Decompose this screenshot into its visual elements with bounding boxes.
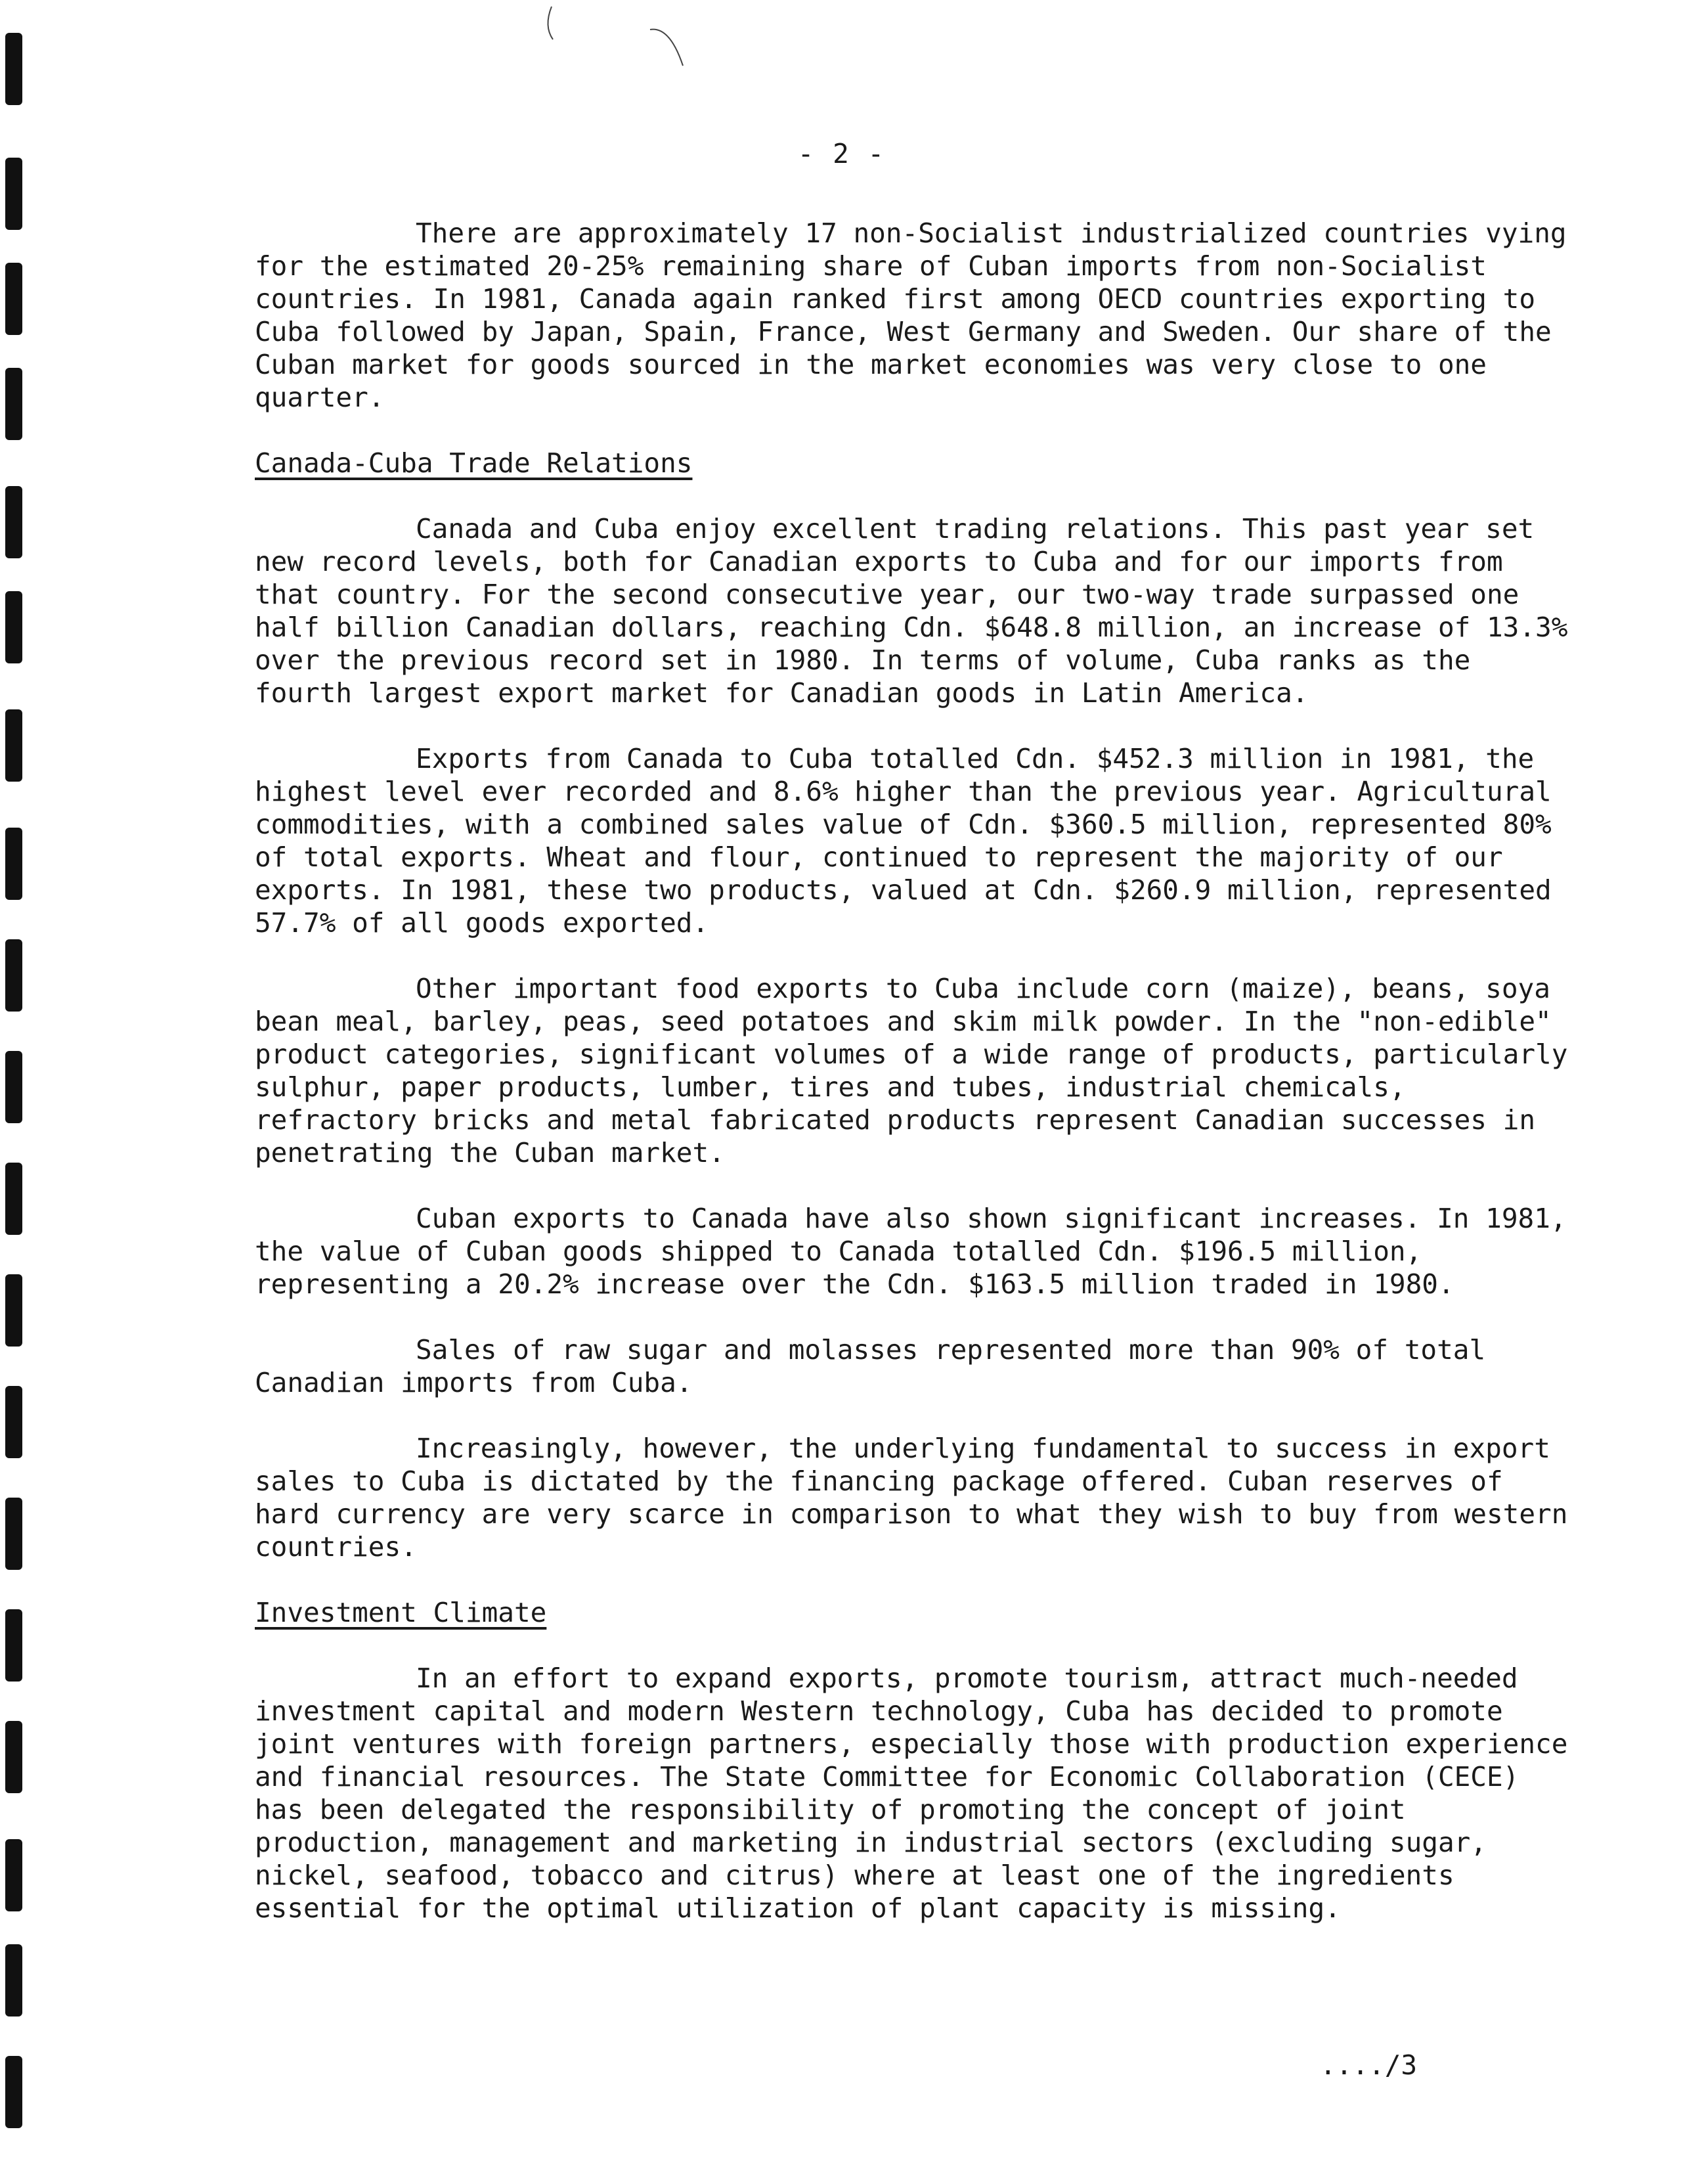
document-body bbox=[255, 217, 1585, 1957]
binding-mark bbox=[5, 1386, 22, 1458]
binding-mark bbox=[5, 591, 22, 663]
page-number: - 2 - bbox=[797, 138, 886, 169]
binding-mark bbox=[5, 939, 22, 1012]
binding-mark bbox=[5, 1051, 22, 1123]
paragraph: Cuban exports to Canada have also shown significant increases. In 1981, the value of Cuban goods shipped to Canada totalled Cdn. $196.5 million, representing a 20.2% increase over the Cdn. $163.5 million traded in 1980. bbox=[255, 1203, 1583, 1300]
paragraph: Canada and Cuba enjoy excellent trading relations. This past year set new record levels, both for Canadian exports to Cuba and for our imports from that country. For the second consecutive year, our two-way trade surpassed one half billion Canadian dollars, reaching Cdn. $648.8 million, an increase of 13.3% over the previous record set in 1980. In terms of volume, Cuba ranks as the fourth largest export market for Canadian goods in Latin America. bbox=[255, 513, 1585, 709]
paragraph: Sales of raw sugar and molasses represented more than 90% of total Canadian imports from Cuba. bbox=[255, 1334, 1502, 1398]
paragraph: Other important food exports to Cuba include corn (maize), beans, soya bean meal, barley, peas, seed potatoes and skim milk powder. In the "non-edible" product categories, significant volumes of a wide range of products, particularly sulphur, paper products, lumber, tires and tubes, industrial chemicals, refractory bricks and metal fabricated products represent Canadian successes in penetrating the Cuban market. bbox=[255, 973, 1585, 1169]
paragraph: There are approximately 17 non-Socialist industrialized countries vying for the estimated 20-25% remaining share of Cuban imports from non-Socialist countries. In 1981, Canada again ranked first among OECD countries exporting to Cuba followed by Japan, Spain, France, West Germany and Sweden. Our share of the Cuban market for goods sourced in the market economies was very close to one quarter. bbox=[255, 217, 1583, 413]
binding-mark bbox=[5, 1609, 22, 1682]
binding-mark bbox=[5, 828, 22, 900]
binding-mark bbox=[5, 1721, 22, 1793]
binding-mark bbox=[5, 368, 22, 440]
binding-mark bbox=[5, 1498, 22, 1570]
binding-mark bbox=[5, 1944, 22, 2017]
section-heading: Investment Climate bbox=[255, 1597, 547, 1628]
binding-mark bbox=[5, 2056, 22, 2128]
binding-mark bbox=[5, 33, 22, 105]
binding-mark bbox=[5, 1163, 22, 1235]
section-heading: Canada-Cuba Trade Relations bbox=[255, 447, 693, 479]
binding-mark bbox=[5, 486, 22, 558]
paragraph: In an effort to expand exports, promote tourism, attract much-needed investment capital and modern Western technology, Cuba has decided to promote joint ventures with foreign partners, especially those with production experience and financial resources. The State Committee for Economic Collaboration (CECE) has been delegated the responsibility of promoting the concept of joint production, management and marketing in industrial sectors (excluding sugar, nickel, seafood, tobacco and citrus) where at least one of the ingredients essential for the optimal utilization of plant capacity is missing. bbox=[255, 1662, 1585, 1924]
binding-mark bbox=[5, 263, 22, 335]
paragraph: Increasingly, however, the underlying fundamental to success in export sales to Cuba is dictated by the financing package offered. Cuban reserves of hard currency are very scarce in comparison to what they wish to buy from western countries. bbox=[255, 1433, 1585, 1563]
pen-mark bbox=[538, 0, 696, 79]
binding-mark bbox=[5, 709, 22, 782]
binding-mark bbox=[5, 1274, 22, 1347]
binding-mark bbox=[5, 1839, 22, 1911]
paragraph: Exports from Canada to Cuba totalled Cdn. $452.3 million in 1981, the highest level ever recorded and 8.6% higher than the previous year. Agricultural commodities, with a combined sales value of Cdn. $360.5 million, represented 80% of total exports. Wheat and flour, continued to represent the majority of our exports. In 1981, these two products, valued at Cdn. $260.9 million, represented 57.7% of all goods exported. bbox=[255, 743, 1568, 939]
continuation-marker: ..../3 bbox=[1320, 2049, 1418, 2081]
